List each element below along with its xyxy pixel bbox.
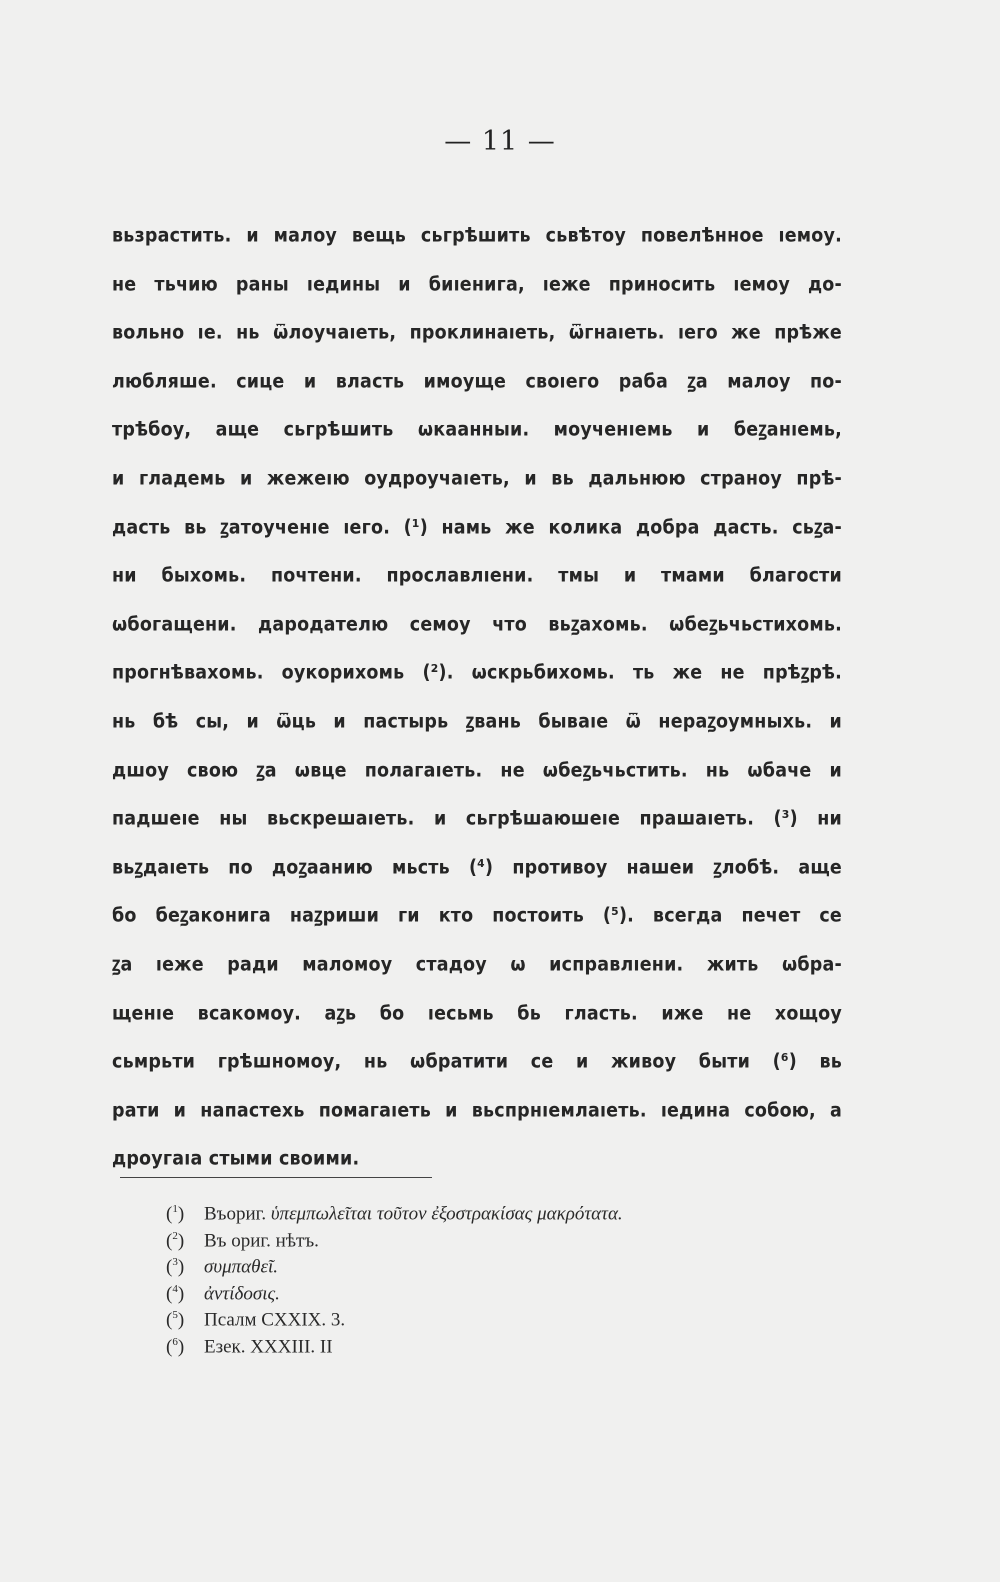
text-line: ꙁа ıеже ради маломоу стадоу ѡ исправлıени. жить ѡбра- bbox=[112, 953, 842, 977]
footnotes bbox=[166, 1196, 866, 1355]
footnote-greek: ἀντίδοσις. bbox=[204, 1282, 280, 1304]
footnote bbox=[166, 1249, 866, 1276]
footnote bbox=[166, 1196, 866, 1223]
text-line: трѣбоу, аще сьгрѣшить ѡкаанныи. моученıемь и беꙁанıемь, bbox=[112, 419, 842, 442]
text-line: нь бѣ сы, и ѿць и пастырь ꙁвань бываıе ѿ нераꙁоумныхь. и bbox=[112, 710, 842, 734]
footnote bbox=[166, 1223, 866, 1250]
text-line: прогнѣвахомь. оукорихомь (²). ѡскрьбихомь. ть же не прѣꙁрѣ. bbox=[112, 662, 842, 685]
text-line: любляше. сице и власть имоуще своıего раба ꙁа малоу по- bbox=[112, 370, 842, 393]
text-line: ѡбогащени. дародателю семоу что вьꙁахомь. ѡбеꙁьчьстихомь. bbox=[112, 613, 842, 636]
footnote-mark: ($^5$) bbox=[166, 1309, 185, 1331]
footnote-mark: ($^1$) bbox=[166, 1203, 185, 1225]
text-line: щенıе всакомоу. аꙁь бо ıесьмь бь гласть. иже не хощоу bbox=[112, 1002, 842, 1025]
footnote-text: Псалм CXXIX. 3. bbox=[204, 1309, 346, 1331]
text-line: бо беꙁаконига наꙁриши ги кто постоить (⁵). всегда печет се bbox=[112, 905, 842, 928]
text-line: ни быхомь. почтени. прославлıени. тмы и тмами благости bbox=[112, 564, 842, 588]
footnote-greek: ὑπεμπωλεῖται τοῦτον ἐξοστρακίσας μακρότατα. bbox=[270, 1203, 623, 1225]
text-line: вольно ıе. нь ѿлоучаıеть, проклинаıеть, ѿгнаıеть. ıего же прѣже bbox=[112, 321, 842, 345]
text-line: рати и напастехь помагаıеть и вьспрнıемлаıеть. ıедина собою, а bbox=[112, 1099, 842, 1122]
page-number: — 11 — bbox=[444, 126, 556, 157]
text-line: дасть вь ꙁатоученıе ıего. (¹) намь же колика добра дасть. сьꙁа- bbox=[112, 516, 842, 539]
footnote bbox=[166, 1329, 866, 1356]
footnote-text: Въориг. bbox=[204, 1203, 271, 1225]
footnote-text: Езек. XXXIII. II bbox=[204, 1335, 333, 1357]
text-line: падшеıе ны вьскрешаıеть. и сьгрѣшаюшеıе прашаıеть. (³) ни bbox=[112, 807, 842, 831]
footnote-separator bbox=[120, 1177, 432, 1178]
footnote-mark: ($^6$) bbox=[166, 1335, 185, 1357]
text-line: и гладемь и жежеıю оудроучаıеть, и вь дальнюю страноу прѣ- bbox=[112, 467, 842, 491]
text-line: не тьчию раны ıедины и биıенига, ıеже приносить ıемоу до- bbox=[112, 273, 842, 296]
footnote-text: Въ ориг. нѣтъ. bbox=[204, 1229, 319, 1251]
footnote bbox=[166, 1302, 866, 1329]
footnote bbox=[166, 1276, 866, 1303]
footnote-mark: ($^2$) bbox=[166, 1229, 185, 1251]
body-text bbox=[112, 212, 842, 1184]
footnote-greek: συμπαθεῖ. bbox=[204, 1256, 278, 1278]
text-line: дроугаıа стыми своими. bbox=[112, 1148, 360, 1171]
text-line: сьмрьти грѣшномоу, нь ѡбратити се и живоу быти (⁶) вь bbox=[112, 1050, 842, 1074]
footnote-mark: ($^3$) bbox=[166, 1256, 185, 1278]
text-line: вьꙁдаıеть по доꙁаанию мьсть (⁴) противоу нашеи ꙁлобѣ. аще bbox=[112, 856, 842, 879]
text-line: вьзрастить. и малоу вещь сьгрѣшить сьвѣтоу повелѣнное ıемоу. bbox=[112, 224, 842, 248]
footnote-mark: ($^4$) bbox=[166, 1282, 185, 1304]
text-line: дшоу свою ꙁа ѡвце полагаıеть. не ѡбеꙁьчьстить. нь ѡбаче и bbox=[112, 759, 842, 782]
